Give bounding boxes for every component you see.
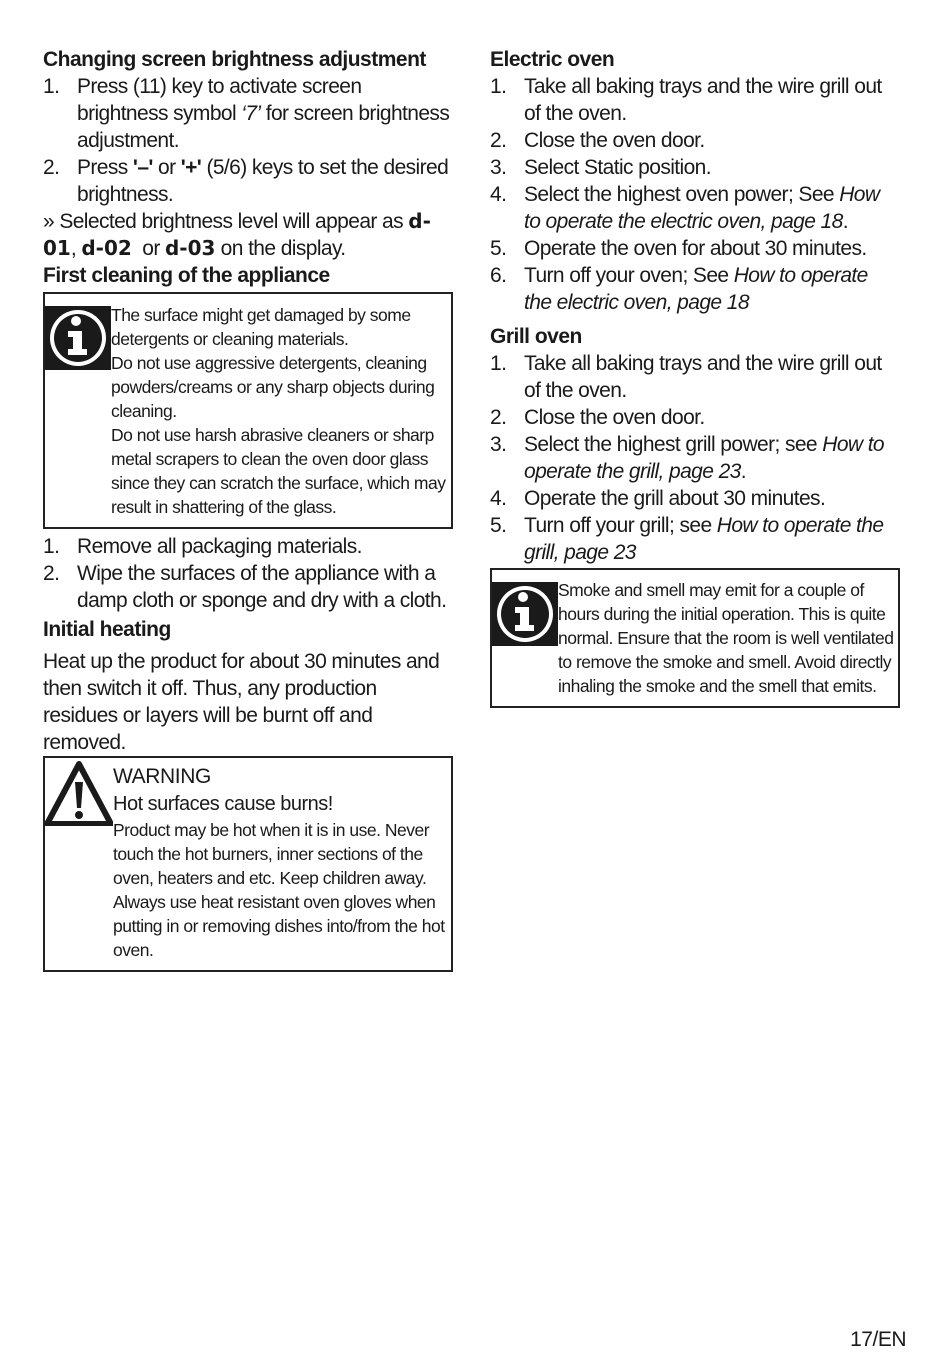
warning-triangle-icon	[45, 760, 113, 826]
right-column	[490, 46, 900, 708]
list-item: 6. Turn off your oven; See How to operate the electric oven, page 18	[490, 264, 868, 314]
page-reference: How to operate the electric oven, page 18	[524, 264, 868, 314]
page-reference: How to operate the grill, page 23	[524, 514, 884, 564]
grill-oven-steps	[490, 350, 900, 566]
info-icon	[45, 306, 111, 370]
grill-info-note	[490, 568, 900, 708]
page-reference: How to operate the grill, page 23	[524, 433, 885, 483]
initial-heating-heading: Initial heating	[43, 618, 171, 641]
warning-title: WARNING	[113, 765, 211, 788]
page-number: 17/EN	[850, 1328, 906, 1351]
list-item: 5. Operate the oven for about 30 minutes.	[490, 237, 867, 260]
list-item: 2. Press '–' or '+' (5/6) keys to set the desired brightness.	[43, 156, 449, 206]
list-item: 3. Select the highest grill power; see How to operate the grill, page 23.	[490, 433, 885, 483]
warning-box	[43, 756, 453, 972]
note-line: Do not use harsh abrasive cleaners or sharp metal scrapers to clean the oven door glass since they can scratch the surface, which may result in shattering of the glass.	[111, 425, 446, 517]
list-item: 2. Wipe the surfaces of the appliance with a damp cloth or sponge and dry with a cloth.	[43, 562, 447, 612]
grill-oven-heading: Grill oven	[490, 325, 582, 348]
page-reference: How to operate the electric oven, page 18	[524, 183, 880, 233]
electric-oven-heading: Electric oven	[490, 48, 615, 71]
list-item: 1. Press (11) key to activate screen brightness symbol ‘7’ for screen brightness adjustment.	[43, 75, 450, 152]
left-column	[43, 46, 453, 972]
list-item: 4. Operate the grill about 30 minutes.	[490, 487, 826, 510]
list-item: 4. Select the highest oven power; See How to operate the electric oven, page 18.	[490, 183, 880, 233]
note-line: Do not use aggressive detergents, cleaning powders/creams or any sharp objects during cleaning.	[111, 353, 435, 421]
brightness-heading: Changing screen brightness adjustment	[43, 48, 426, 71]
info-icon	[492, 582, 558, 646]
list-item: 5. Turn off your grill; see How to operate the grill, page 23	[490, 514, 884, 564]
list-item: 2. Close the oven door.	[490, 129, 705, 152]
note-line: Smoke and smell may emit for a couple of hours during the initial operation. This is quite normal. Ensure that the room is well ventilated to remove the smoke and smell. Avoid directly inhaling the smoke and the smell that emits.	[558, 580, 894, 696]
list-item: 3. Select Static position.	[490, 156, 711, 179]
note-line: The surface might get damaged by some detergents or cleaning materials.	[111, 305, 411, 349]
cleaning-info-note	[43, 292, 453, 529]
electric-oven-steps	[490, 73, 900, 316]
warning-text: Product may be hot when it is in use. Never touch the hot burners, inner sections of the oven, heaters and etc. Keep children away. Always use heat resistant oven gloves when putting in or removing dishes into/from the hot oven.	[113, 820, 445, 960]
list-item: 2. Close the oven door.	[490, 406, 705, 429]
warning-subtitle: Hot surfaces cause burns!	[113, 793, 333, 815]
first-cleaning-heading: First cleaning of the appliance	[43, 264, 330, 287]
brightness-result: » Selected brightness level will appear as d-01, d-02 or d-03 on the display.	[43, 209, 431, 260]
list-item: 1. Take all baking trays and the wire grill out of the oven.	[490, 75, 882, 125]
initial-heating-text: Heat up the product for about 30 minutes and then switch it off. Thus, any production residues or layers will be burnt off and removed.	[43, 650, 440, 754]
cleaning-steps	[43, 533, 453, 614]
brightness-steps	[43, 73, 453, 208]
list-item: 1. Take all baking trays and the wire grill out of the oven.	[490, 352, 882, 402]
list-item: 1. Remove all packaging materials.	[43, 535, 362, 558]
